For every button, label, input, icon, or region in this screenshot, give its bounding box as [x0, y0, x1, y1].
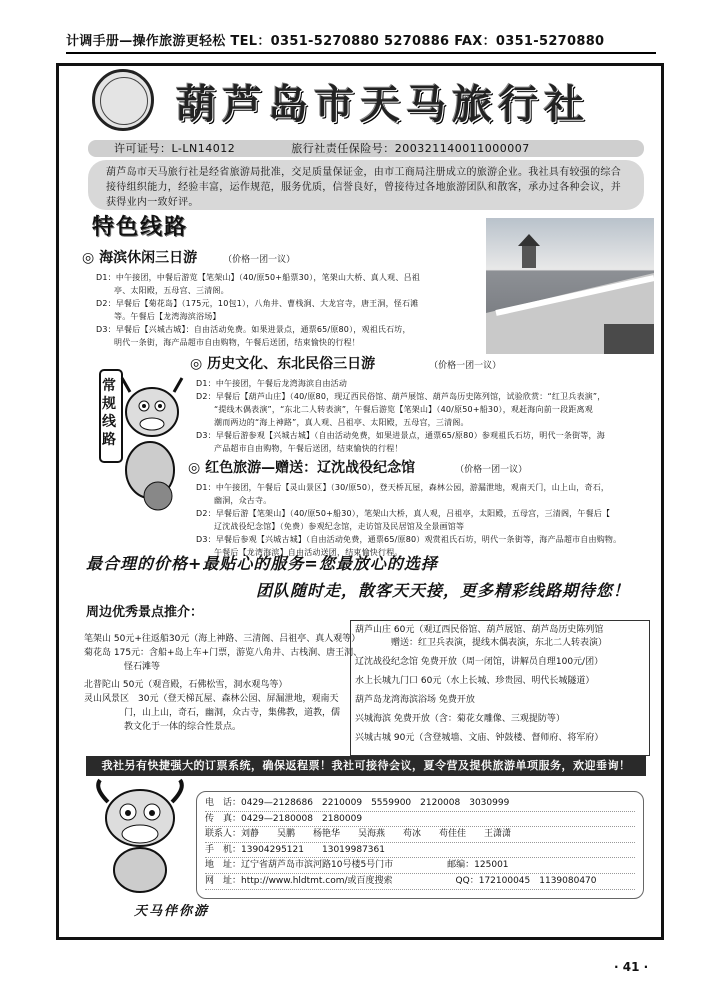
route-1-line: 明代一条街，海产品超市自由购物，午餐后送团，结束愉快的行程！	[114, 337, 360, 347]
route-3-line: D3：早餐后参观【兴城古城】（自由活动免费，通票65/原80）观赏祖氏石坊，明代一条街等，海产品超市自由购物。	[196, 534, 622, 544]
route-1-line: D3：早餐后【兴城古城】：自由活动免费。如果进景点，通票65/原80），观祖氏石坊，	[96, 324, 411, 334]
features-title: 特色线路	[92, 215, 189, 240]
attraction-item: 菊花岛 175元：含船+岛上车+门票，游览八角井、古栈涧、唐王洞、	[84, 648, 363, 658]
mascot-tagline: 天马伴你游	[134, 904, 210, 919]
contact-website: 网 址：http://www.hldtmt.com/或百度搜索 QQ：172100045 1139080470	[205, 874, 635, 890]
contact-fax: 传 真：0429—2180008 2180009	[205, 812, 635, 828]
route-2-line: D1：中午接团，午餐后龙湾海滨自由活动	[196, 378, 348, 388]
company-intro: 葫芦岛市天马旅行社是经省旅游局批准，交足质量保证金，由市工商局注册成立的旅游企业。我社具有较强的综合接待组织能力，经验丰富，运作规范，服务优质，信誉良好，曾接待过各地旅游团队和散客，承办过各种会议，并获得业内一致好评。	[88, 160, 644, 210]
route-3-line: 辽沈战役纪念馆】（免费）参观纪念馆，走访馆及民居馆及全景画馆等	[214, 521, 465, 531]
recommend-title: 周边优秀景点推介：	[86, 605, 204, 620]
contact-phone: 电 话：0429—2128686 2210009 5559900 2120008 3030999	[205, 796, 635, 812]
company-name: 葫芦岛市天马旅行社	[176, 82, 590, 128]
contact-address: 地 址：辽宁省葫芦岛市滨河路10号楼5号门市 邮编：125001	[205, 858, 635, 874]
attraction-item: 兴城古城 90元（含登城墙、文庙、钟鼓楼、督师府、将军府）	[355, 733, 604, 743]
route-2	[190, 356, 605, 455]
route-3-line: D2：早餐后游【笔架山】（40/原50+船30），笔架山大桥，真人观，吕祖亭，太阳殿，五母宫，三清阁，午餐后【	[196, 508, 611, 518]
license-number: 许可证号：L-LN14012	[114, 142, 236, 155]
route-1-line: 亭、太阳殿，五母宫、三清阁。	[114, 285, 229, 295]
recommend-left-list	[84, 632, 363, 734]
route-1-line: D2：早餐后【菊花岛】（175元，10包1），八角井、曹栈涧、大龙宫寺，唐王洞，怪石滩	[96, 298, 419, 308]
route-1-title: ◎ 海滨休闲三日游 （价格一团一议）	[82, 250, 296, 266]
route-2-title: ◎ 历史文化、东北民俗三日游 （价格一团一议）	[190, 356, 502, 372]
attraction-item: 笔架山 50元+往返船30元（海上神路、三清阁、吕祖亭、真人观等）	[84, 634, 361, 644]
page-header: 计调手册—操作旅游更轻松 TEL：0351-5270880 5270886 FAX：0351-5270880	[66, 34, 656, 54]
route-1	[82, 250, 420, 349]
attraction-item: 北普陀山 50元（观音殿，石佛松雪，洞水观鸟等）	[84, 680, 288, 690]
route-2-line: D3：早餐后游参观【兴城古城】（自由活动免费，如果进景点，通票65/原80）参观祖氏石坊，明代一条街等，海	[196, 430, 605, 440]
bridge-illustration	[486, 218, 654, 354]
attraction-item: 门，山上山，奇石，幽洞，众古寺，集佛教，道教，儒	[124, 708, 341, 718]
contact-mobile: 手 机：13904295121 13019987361	[205, 843, 635, 859]
attraction-item: 教文化于一体的综合性景点。	[124, 722, 242, 732]
seaside-bridge-photo	[486, 218, 654, 354]
route-3-line: 午餐后【龙湾海滨】自由活动送团，结束愉快行程。	[214, 547, 403, 557]
route-3	[188, 460, 621, 559]
route-2-line: “提线木偶表演”，“东北二人转表演”，午餐后游览【笔架山】（40/原50+船30），观赶海向前一段距离观	[214, 404, 593, 414]
route-3-title: ◎ 红色旅游—赠送：辽沈战役纪念馆 （价格一团一议）	[188, 460, 528, 476]
service-banner: 我社另有快捷强大的订票系统，确保返程票！我社可接待会议，夏令营及提供旅游单项服务，欢迎垂询！	[86, 756, 646, 776]
regular-route-badge: 常规线路	[102, 378, 116, 448]
company-logo	[92, 69, 154, 131]
attraction-item: 水上长城九门口 60元（水上长城、珍贵园、明代长城隧道）	[355, 676, 595, 686]
attraction-item: 兴城海滨 免费开放（含：菊花女雕像、三观提防等）	[355, 714, 565, 724]
slogan-price: 最合理的价格+最贴心的服务=您最放心的选择	[86, 554, 438, 573]
contact-persons: 联系人：刘静 吴鹏 杨艳华 吴海燕 苟冰 苟佳佳 王潇潇	[205, 827, 635, 843]
attraction-item: 灵山风景区 30元（登天梯瓦屋、森林公园、屏漏泄地，观南天	[84, 694, 339, 704]
attraction-item: 赠送：红卫兵表演，提线木偶表演，东北二人转表演）	[391, 638, 608, 648]
route-2-line: 潮而两边的“海上神路”，真人观、吕祖亭、太阳殿，五母宫，三清阁。	[214, 417, 469, 427]
attraction-item: 怪石滩等	[124, 662, 161, 672]
attraction-item: 葫芦岛龙湾海滨浴场 免费开放	[355, 695, 475, 705]
route-1-line: D1：中午接团，中餐后游览【笔架山】（40/原50+船票30），笔架山大桥、真人观、吕祖	[96, 272, 420, 282]
insurance-number: 旅行社责任保险号：200321140011000007	[291, 142, 530, 155]
slogan-service: 团队随时走，散客天天接，更多精彩线路期待您！	[256, 581, 631, 600]
recommend-right-list	[350, 620, 650, 756]
route-1-line: 等。午餐后【龙湾海滨浴场】	[114, 311, 221, 321]
contact-box	[196, 791, 644, 899]
license-bar	[88, 140, 644, 157]
route-3-line: D1：中午接团，午餐后【灵山景区】（30/原50），登天桥瓦屋，森林公园，游漏泄地，观南天门，山上山，奇石，	[196, 482, 610, 492]
route-3-line: 幽洞，众古寺。	[214, 495, 272, 505]
attraction-item: 葫芦山庄 60元（观辽西民俗馆、葫芦展馆、葫芦岛历史陈列馆	[355, 625, 604, 635]
page-number: · 41 ·	[614, 960, 649, 974]
route-2-line: D2：早餐后【葫芦山庄】（40/原80，现辽西民俗馆、葫芦展馆、葫芦岛历史陈列馆，试验欣赏：“红卫兵表演”，	[196, 391, 606, 401]
attraction-item: 辽沈战役纪念馆 免费开放（周一闭馆，讲解员自理100元/团）	[355, 657, 604, 667]
route-2-line: 产品超市自由购物，午餐后送团，结束愉快的行程！	[214, 443, 403, 453]
mascot-bull-icon	[90, 778, 190, 896]
